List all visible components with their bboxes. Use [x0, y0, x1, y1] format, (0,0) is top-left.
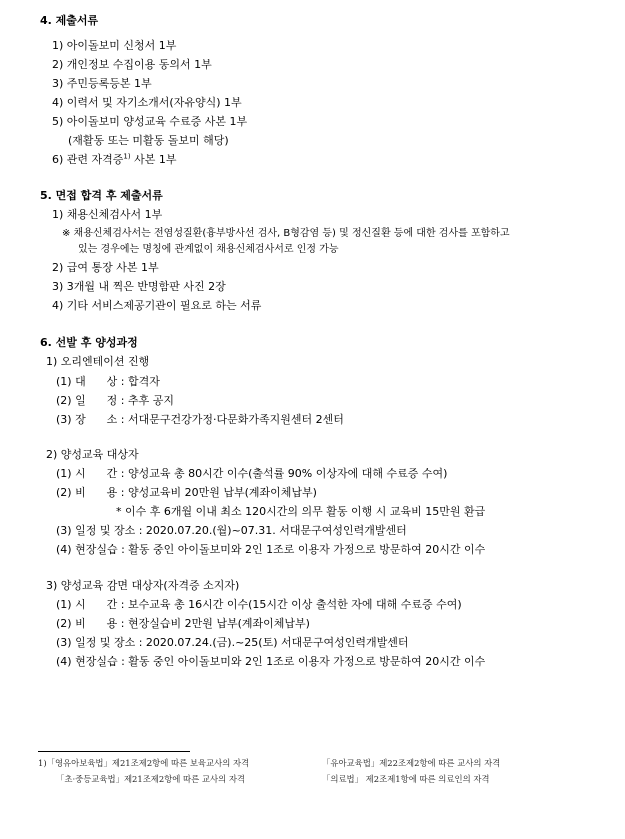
reduced-date-place: (3) 일정 및 장소 : 2020.07.24.(금).~25(토) 서대문구여성인력개발센터 — [56, 636, 409, 649]
training-practicum: (4) 현장실습 : 활동 중인 아이돌보미와 2인 1조로 이용자 가정으로 방문하여 20시간 이수 — [56, 543, 486, 556]
orientation-place: (3) 장 소 : 서대문구건강가정·다문화가족지원센터 2센터 — [56, 413, 344, 426]
footnote-divider — [38, 751, 190, 752]
footnote-ref: 1) — [123, 152, 131, 161]
reduced-time: (1) 시 간 : 보수교육 총 16시간 이수(15시간 이상 출석한 자에 대해 수료증 수여) — [56, 598, 462, 611]
s4-item-3: 3) 주민등록등본 1부 — [52, 77, 152, 90]
s4-item-5: 5) 아이돌보미 양성교육 수료증 사본 1부 — [52, 115, 248, 128]
s4-item-5-note: (재활동 또는 미활동 돌보미 해당) — [68, 134, 229, 147]
s4-item-6-text: 6) 관련 자격증 — [52, 153, 124, 166]
reduced-cost: (2) 비 용 : 현장실습비 2만원 납부(계좌이체납부) — [56, 617, 310, 630]
training-title: 2) 양성교육 대상자 — [46, 448, 139, 461]
s4-item-1: 1) 아이돌보미 신청서 1부 — [52, 39, 177, 52]
footnote-1-left: 1)「영유아보육법」제21조제2항에 따른 보육교사의 자격 — [38, 758, 250, 768]
orientation-target: (1) 대 상 : 합격자 — [56, 375, 160, 388]
s4-item-6 — [52, 153, 176, 167]
training-cost: (2) 비 용 : 양성교육비 20만원 납부(계좌이체납부) — [56, 486, 317, 499]
section-6-title: 6. 선발 후 양성과정 — [40, 336, 138, 349]
s5-item-4: 4) 기타 서비스제공기관이 필요로 하는 서류 — [52, 299, 262, 312]
footnote-2-left: 「초·중등교육법」제21조제2항에 따른 교사의 자격 — [56, 774, 246, 784]
s4-item-2: 2) 개인정보 수집이용 동의서 1부 — [52, 58, 212, 71]
section-4-title: 4. 제출서류 — [40, 14, 99, 27]
footnote-2-right: 「의료법」 제2조제1항에 따른 의료인의 자격 — [322, 774, 490, 784]
reduced-practicum: (4) 현장실습 : 활동 중인 아이돌보미와 2인 1조로 이용자 가정으로 방문하여 20시간 이수 — [56, 655, 486, 668]
s4-item-6-text-end: 사본 1부 — [130, 153, 177, 166]
s5-item-1: 1) 채용신체검사서 1부 — [52, 208, 163, 221]
s5-item-2: 2) 급여 통장 사본 1부 — [52, 261, 159, 274]
s5-note-2: 있는 경우에는 명칭에 관계없이 채용신체검사서로 인정 가능 — [78, 244, 339, 255]
training-refund-note: * 이수 후 6개월 이내 최소 120시간의 의무 활동 이행 시 교육비 15만원 환급 — [116, 505, 486, 518]
s4-item-4: 4) 이력서 및 자기소개서(자유양식) 1부 — [52, 96, 242, 109]
orientation-title: 1) 오리엔테이션 진행 — [46, 355, 150, 368]
footnote-1-right: 「유아교육법」제22조제2항에 따른 교사의 자격 — [322, 758, 501, 768]
section-5-title: 5. 면접 합격 후 제출서류 — [40, 189, 163, 202]
s5-item-3: 3) 3개월 내 찍은 반명함판 사진 2장 — [52, 280, 226, 293]
reduced-title: 3) 양성교육 감면 대상자(자격증 소지자) — [46, 579, 240, 592]
training-time: (1) 시 간 : 양성교육 총 80시간 이수(출석률 90% 이상자에 대해 수료증 수여) — [56, 467, 448, 480]
s5-note-1: ※ 채용신체검사서는 전염성질환(흉부방사선 검사, B형감염 등) 및 정신질환 등에 대한 검사를 포함하고 — [62, 228, 510, 239]
training-date-place: (3) 일정 및 장소 : 2020.07.20.(월)~07.31. 서대문구여성인력개발센터 — [56, 524, 407, 537]
orientation-schedule: (2) 일 정 : 추후 공지 — [56, 394, 175, 407]
